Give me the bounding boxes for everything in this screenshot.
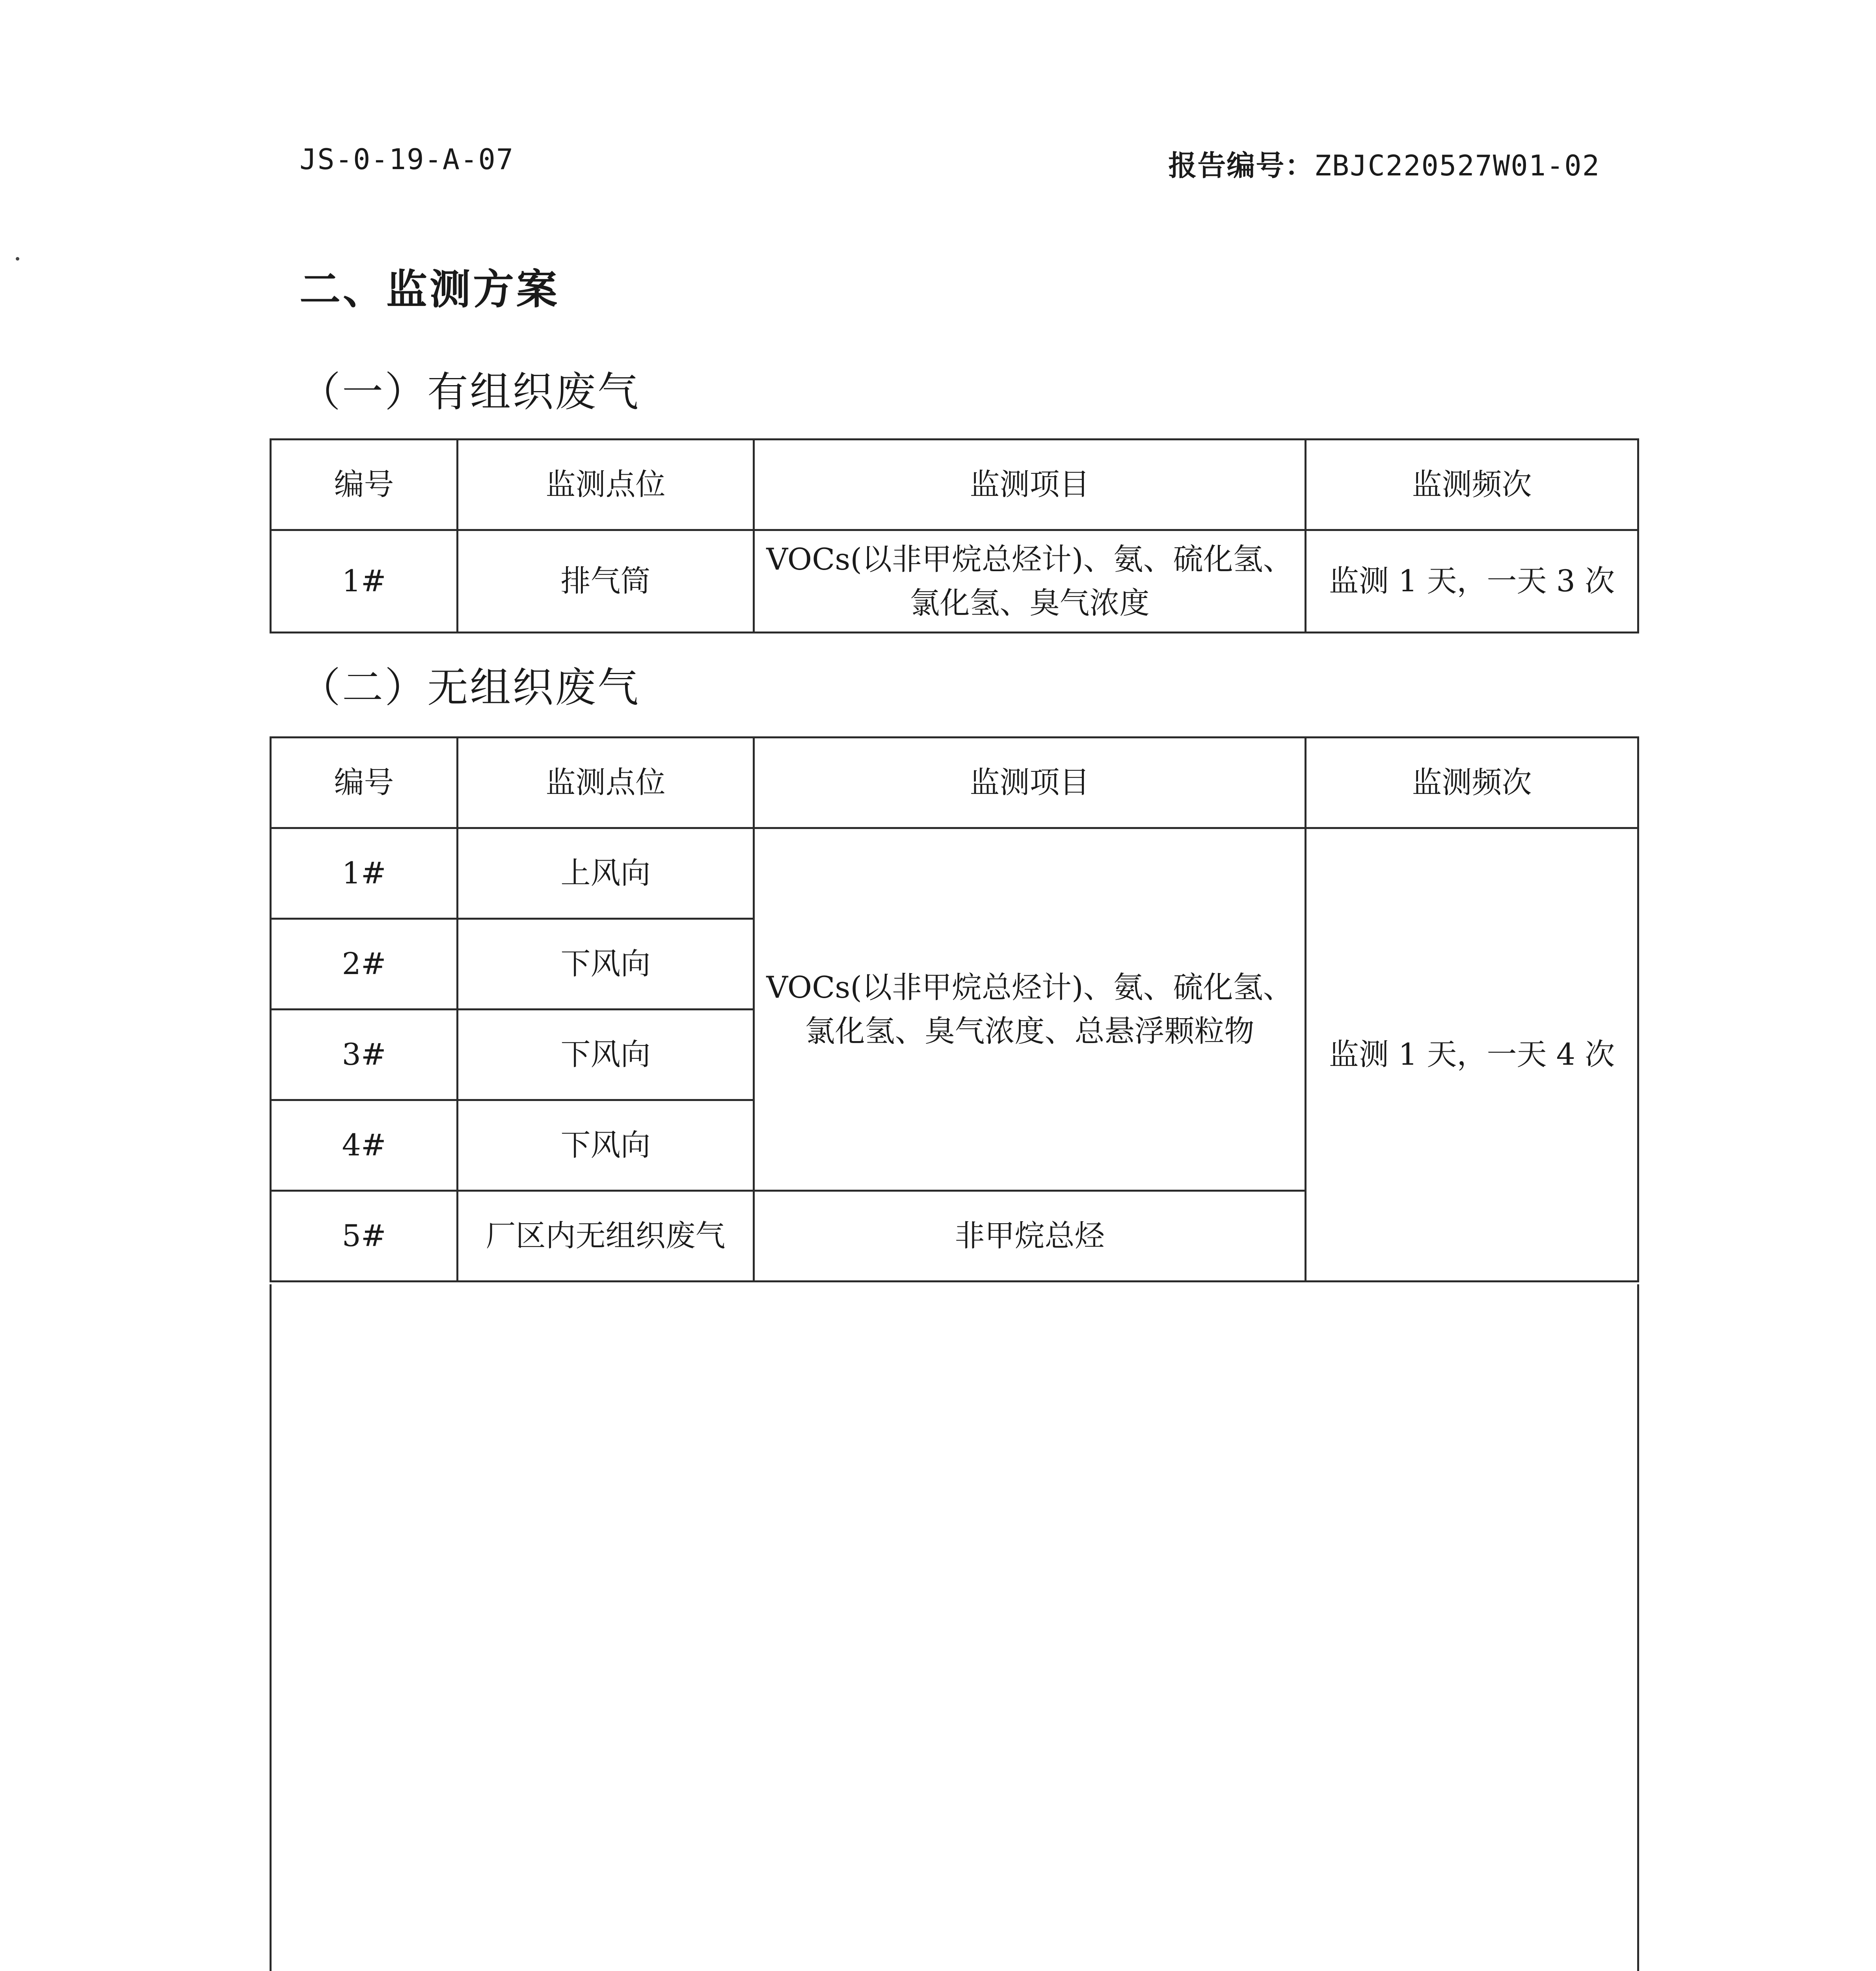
header-point: 监测点位 xyxy=(458,440,754,530)
table-header-row xyxy=(271,738,1638,828)
section-title: 二、监测方案 xyxy=(300,265,560,313)
header-frequency: 监测频次 xyxy=(1306,738,1638,828)
cell-frequency: 监测 1 天，一天 4 次 xyxy=(1306,828,1638,1282)
cell-point: 排气筒 xyxy=(458,530,754,633)
report-number-value: ZBJC220527W01-02 xyxy=(1314,149,1600,182)
cell-items-line1: VOCs(以非甲烷总烃计)、氨、硫化氢、 xyxy=(766,542,1293,577)
header-items: 监测项目 xyxy=(754,738,1306,828)
cell-no: 4# xyxy=(271,1100,458,1191)
header-no: 编号 xyxy=(271,738,458,828)
organized-gas-title: （一）有组织废气 xyxy=(300,368,640,416)
cell-items-shared xyxy=(754,828,1306,1191)
cell-point: 上风向 xyxy=(458,828,754,919)
cell-no: 5# xyxy=(271,1191,458,1282)
cell-point: 下风向 xyxy=(458,1100,754,1191)
cell-point: 厂区内无组织废气 xyxy=(458,1191,754,1282)
cell-items: 非甲烷总烃 xyxy=(754,1191,1306,1282)
unorganized-gas-title: （二）无组织废气 xyxy=(300,663,640,712)
cell-no: 3# xyxy=(271,1010,458,1100)
cell-point: 下风向 xyxy=(458,919,754,1010)
header-no: 编号 xyxy=(271,440,458,530)
organized-gas-table xyxy=(270,438,1639,633)
cell-no: 1# xyxy=(271,828,458,919)
unorganized-gas-table xyxy=(270,736,1639,1282)
table-row xyxy=(271,828,1638,919)
header-items: 监测项目 xyxy=(754,440,1306,530)
cell-point: 下风向 xyxy=(458,1010,754,1100)
document-code: JS-0-19-A-07 xyxy=(300,143,514,176)
report-number xyxy=(1168,143,1600,184)
blank-area-frame xyxy=(270,1284,1639,1971)
report-number-label: 报告编号： xyxy=(1168,149,1314,182)
cell-items-line2: 氯化氢、臭气浓度 xyxy=(910,585,1150,620)
cell-no: 1# xyxy=(271,530,458,633)
cell-frequency: 监测 1 天，一天 3 次 xyxy=(1306,530,1638,633)
header-point: 监测点位 xyxy=(458,738,754,828)
cell-items xyxy=(754,530,1306,633)
scan-speck xyxy=(16,257,19,261)
table-row xyxy=(271,530,1638,633)
cell-items-line2: 氯化氢、臭气浓度、总悬浮颗粒物 xyxy=(805,1013,1254,1049)
header-frequency: 监测频次 xyxy=(1306,440,1638,530)
table-header-row xyxy=(271,440,1638,530)
cell-no: 2# xyxy=(271,919,458,1010)
cell-items-line1: VOCs(以非甲烷总烃计)、氨、硫化氢、 xyxy=(766,970,1293,1005)
